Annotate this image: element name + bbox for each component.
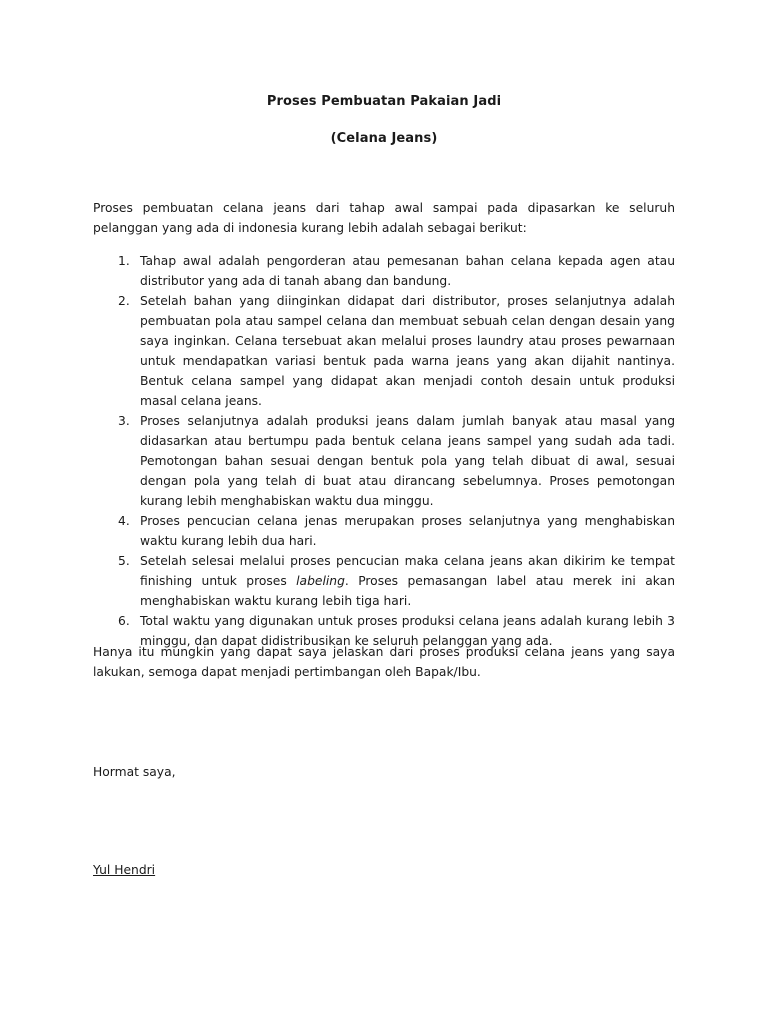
step-number: 1. (118, 254, 130, 268)
step-text: Proses selanjutnya adalah produksi jeans dalam jumlah banyak atau masal yang didasarkan atau bertumpu pada bentuk celana jeans sampel yang sudah ada tadi. Pemotongan bahan sesuai dengan bentuk pola yang telah dibuat di awal, sesuai dengan pola yang telah di buat atau dirancang sebelumnya. Proses pemotongan kurang lebih menghabiskan waktu dua minggu. (140, 414, 675, 508)
step-number: 2. (118, 294, 130, 308)
step-number: 5. (118, 554, 130, 568)
step-text: Total waktu yang digunakan untuk proses produksi celana jeans adalah kurang lebih 3 minggu, dan dapat didistribusikan ke seluruh pelanggan yang ada. (140, 614, 675, 648)
step-number: 6. (118, 614, 130, 628)
document-subtitle: (Celana Jeans) (330, 131, 438, 146)
step-number: 3. (118, 414, 130, 428)
closing-paragraph: Hanya itu mungkin yang dapat saya jelaskan dari proses produksi celana jeans yang saya lakukan, semoga dapat menjadi pertimbangan oleh Bapak/Ibu. (93, 645, 675, 679)
step-text-italic: labeling (296, 574, 345, 588)
list-item (93, 511, 675, 551)
step-text: Proses pencucian celana jenas merupakan proses selanjutnya yang menghabiskan waktu kurang lebih dua hari. (140, 514, 675, 548)
list-item (93, 551, 675, 611)
intro-paragraph: Proses pembuatan celana jeans dari tahap awal sampai pada dipasarkan ke seluruh pelanggan yang ada di indonesia kurang lebih adalah sebagai berikut: (93, 201, 675, 235)
step-text-after: . Proses pemasangan label atau merek ini akan menghabiskan waktu kurang lebih tiga hari. (140, 574, 675, 608)
list-item (93, 411, 675, 511)
step-text: Tahap awal adalah pengorderan atau pemesanan bahan celana kepada agen atau distributor yang ada di tanah abang dan bandung. (140, 254, 675, 288)
list-item (93, 251, 675, 291)
greeting: Hormat saya, (93, 765, 176, 779)
step-text: Setelah bahan yang diinginkan didapat dari distributor, proses selanjutnya adalah pembuatan pola atau sampel celana dan membuat sebuah celan dengan desain yang saya inginkan. Celana tersebuat akan melalui proses laundry atau proses pewarnaan untuk mendapatkan variasi bentuk pada warna jeans yang akan dijahit nantinya. Bentuk celana sampel yang didapat akan menjadi contoh desain untuk produksi masal celana jeans. (140, 294, 675, 408)
step-text-before: Setelah selesai melalui proses pencucian maka celana jeans akan dikirim ke tempat finishing untuk proses (140, 554, 675, 588)
process-steps-list (93, 251, 675, 651)
step-number: 4. (118, 514, 130, 528)
document-title: Proses Pembuatan Pakaian Jadi (266, 94, 502, 109)
list-item (93, 291, 675, 411)
signature-name: Yul Hendri (93, 863, 156, 877)
